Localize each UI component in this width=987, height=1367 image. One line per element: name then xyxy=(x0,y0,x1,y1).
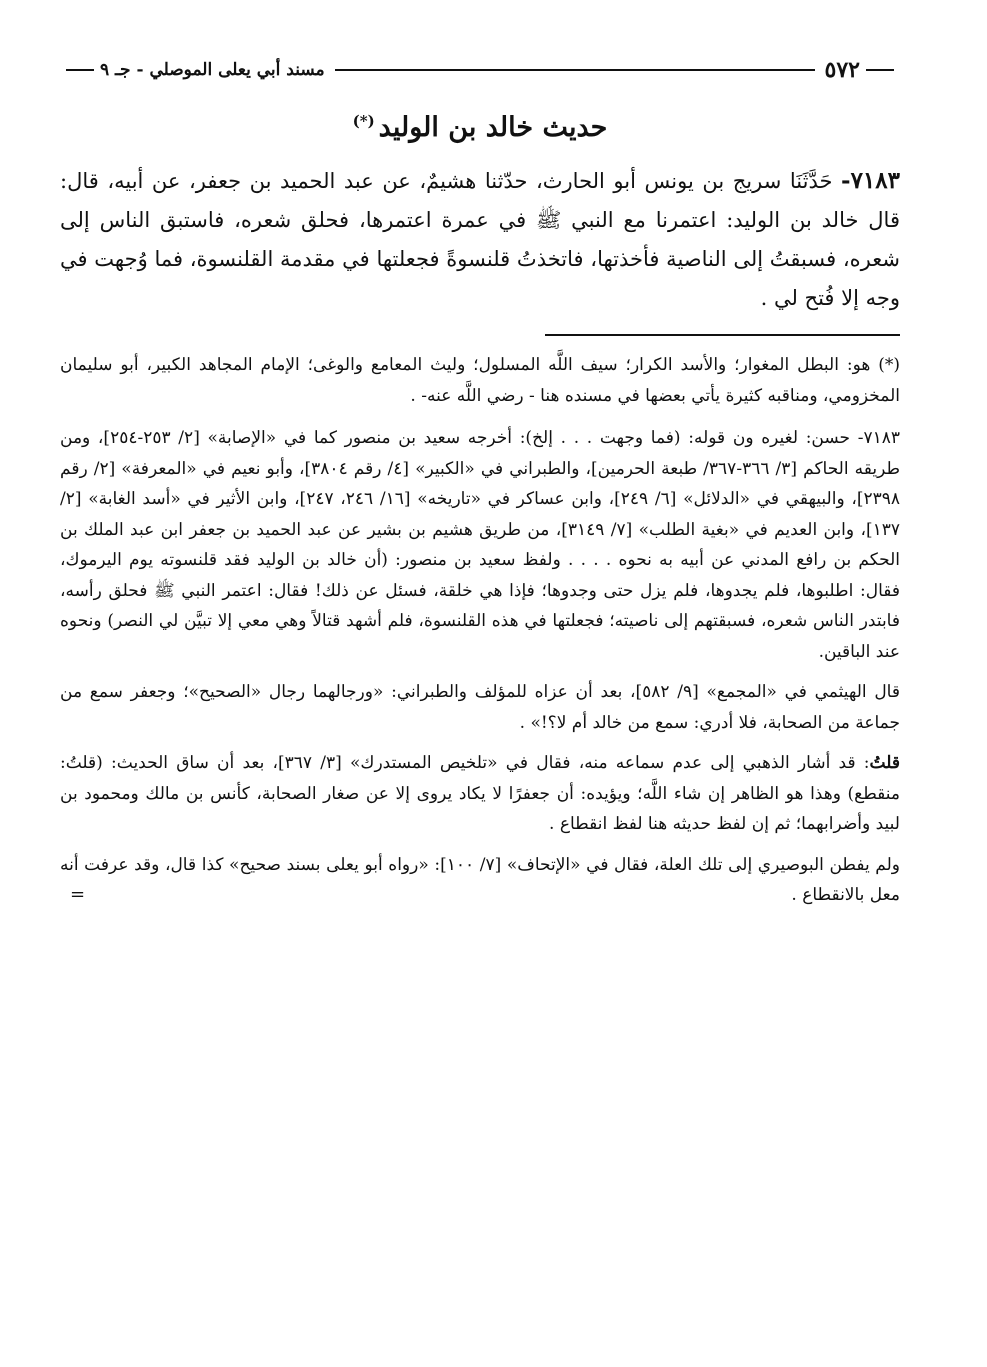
section-title-text: حديث خالد بن الوليد xyxy=(378,112,608,143)
header-dash xyxy=(866,69,894,71)
footnote-marker: (*) xyxy=(352,112,375,130)
page-number: ٥٧٢ xyxy=(824,57,860,83)
book-title: مسند أبي يعلى الموصلي - جـ ٩ xyxy=(100,60,325,80)
takhrij-number: ٧١٨٣- xyxy=(857,428,901,448)
section-title xyxy=(60,112,900,143)
hadith-text xyxy=(60,161,900,318)
page xyxy=(60,50,900,921)
footnote-separator xyxy=(545,334,900,336)
footnote-haythami: قال الهيثمي في «المجمع» [٩/ ٥٨٢]، بعد أن عزاه للمؤلف والطبراني: «ورجالهما رجال «الصحيح»؛ وجعفر سمع من جماعة من الصحابة، فلا أدري: سمع من خالد أم لا؟!» . xyxy=(60,682,900,733)
takhrij-text: حسن: لغيره ون قوله: (فما وجهت . . . إلخ): أخرجه سعيد بن منصور كما في «الإصابة» [٢/ ٢٥٣-٢٥٤]، ومن طريقه الحاكم [٣/ ٣٦٦-٣٦٧/ طبعة الحرمين]، والطبراني في «الكبير» [٤/ رقم ٣٨٠٤]، وأبو نعيم في «المعرفة» [٢/ رقم ٢٣٩٨]، والبيهقي في «الدلائل» [٦/ ٢٤٩]، وابن عساكر في «تاريخه» [١٦/ ٢٤٦، ٢٤٧]، وابن الأثير في «أسد الغابة» [٢/ ١٣٧]، وابن العديم في «بغية الطلب» [٧/ ٣١٤٩]، من طريق هشيم بن بشير عن عبد الحميد بن جعفر ابن عبد الملك بن الحكم بن رافع المدني عن أبيه به نحوه . . . . ولفظ سعيد بن منصور: (أن خالد بن الوليد فقد قلنسوته يوم اليرموك، فقال: اطلبوها، فلم يجدوها، فلم يزل حتى وجدوها؛ فإذا هي خلقة، فسئل عن ذلك! فقال: اعتمر النبي ﷺ فحلق رأسه، فابتدر الناس شعره، فسبقتهم إلى ناصيته؛ فجعلتها في هذه القلنسوة، فلم أشهد قتالاً وهي معي إلا تبيَّن لي النصر) ونحوه عند الباقين. xyxy=(60,428,901,662)
qultu-text: : قد أشار الذهبي إلى عدم سماعه منه، فقال في «تلخيص المستدرك» [٣/ ٣٦٧]، بعد أن ساق الحديث: (قلتُ: منقطع) وهذا هو الظاهر إن شاء اللَّه؛ ويؤيده: أن جعفرًا لا يكاد يروى إلا عن صغار الصحابة، كأنس بن مالك ومحمود بن لبيد وأضرابهما؛ ثم إن لفظ حديثه هنا لفظ انقطاع . xyxy=(60,753,900,834)
busiri-text: ولم يفطن البوصيري إلى تلك العلة، فقال في «الإتحاف» [٧/ ١٠٠]: «رواه أبو يعلى بسند صحيح» كذا قال، وقد عرفت أنه معل بالانقطاع . xyxy=(60,854,900,905)
footnote-qultu xyxy=(60,748,900,840)
hadith-body: حَدَّثَنَا سريج بن يونس أبو الحارث، حدّثنا هشيمٌ، عن عبد الحميد بن جعفر، عن أبيه، قال: قال خالد بن الوليد: اعتمرنا مع النبي ﷺ في عمرة اعتمرها، فحلق شعره، فاستبق الناس إلى شعره، فسبقتُ إلى الناصية فأخذتها، فاتخذتُ قلنسوةً فجعلتها في مقدمة القلنسوة، فما وُجهت في وجه إلا فُتح لي . xyxy=(60,169,900,310)
footnote-takhrij xyxy=(60,423,900,667)
footnote-biography: (*) هو: البطل المغوار؛ والأسد الكرار؛ سيف اللَّه المسلول؛ وليث المعامع والوغى؛ الإمام المجاهد الكبير، أبو سليمان المخزومي، ومناقبه كثيرة يأتي بعضها في مسنده هنا - رضي اللَّه عنه- . xyxy=(60,355,900,406)
hadith-number: ٧١٨٣- xyxy=(841,167,900,194)
footnote-busiri xyxy=(60,850,900,911)
continuation-mark: = xyxy=(70,884,86,905)
qultu-label: قلتُ xyxy=(869,753,900,773)
header-rule xyxy=(335,69,815,71)
header-dash xyxy=(66,69,94,71)
running-header xyxy=(60,50,900,90)
